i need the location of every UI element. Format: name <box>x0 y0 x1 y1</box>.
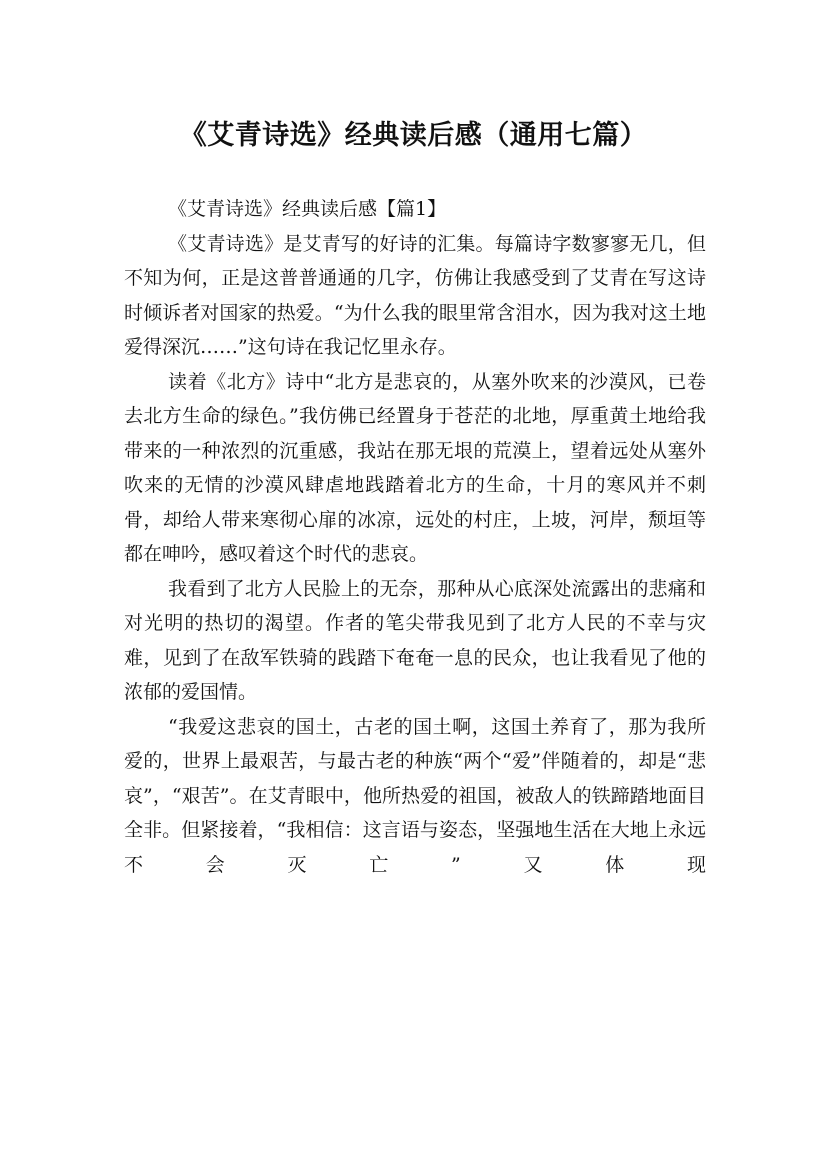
body-paragraph-4: “我爱这悲哀的国土，古老的国土啊，这国土养育了，那为我所爱的，世界上最艰苦，与最古老的种族“两个“爱”伴随着的，却是“悲哀”，“艰苦”。在艾青眼中，他所热爱的祖国，被敌人的铁蹄踏地面目全非。但紧接着，“我相信：这言语与姿态，坚强地生活在大地上永远不会灭亡”又体现 <box>124 715 706 876</box>
document-title: 《艾青诗选》经典读后感（通用七篇） <box>179 120 648 152</box>
document-body <box>124 192 706 882</box>
body-paragraph-2: 读着《北方》诗中“北方是悲哀的，从塞外吹来的沙漠风，已卷去北方生命的绿色。”我仿佛已经置身于苍茫的北地，厚重黄土地给我带来的一种浓烈的沉重感，我站在那无垠的荒漠上，望着远处从塞外吹来的无情的沙漠风肆虐地践踏着北方的生命，十月的寒风并不刺骨，却给人带来寒彻心扉的冰凉，远处的村庄，上坡，河岸，颓垣等都在呻吟，感叹着这个时代的悲哀。 <box>124 370 706 565</box>
body-paragraph-3: 我看到了北方人民脸上的无奈，那种从心底深处流露出的悲痛和对光明的热切的渴望。作者的笔尖带我见到了北方人民的不幸与灾难，见到了在敌军铁骑的践踏下奄奄一息的民众，也让我看见了他的浓郁的爱国情。 <box>124 577 706 703</box>
body-paragraph-1: 《艾青诗选》是艾青写的好诗的汇集。每篇诗字数寥寥无几，但不知为何，正是这普普通通的几字，仿佛让我感受到了艾青在写这诗时倾诉者对国家的热爱。“为什么我的眼里常含泪水，因为我对这土地爱得深沉……”这句诗在我记忆里永存。 <box>124 232 706 358</box>
section-heading: 《艾青诗选》经典读后感【篇1】 <box>168 198 447 220</box>
